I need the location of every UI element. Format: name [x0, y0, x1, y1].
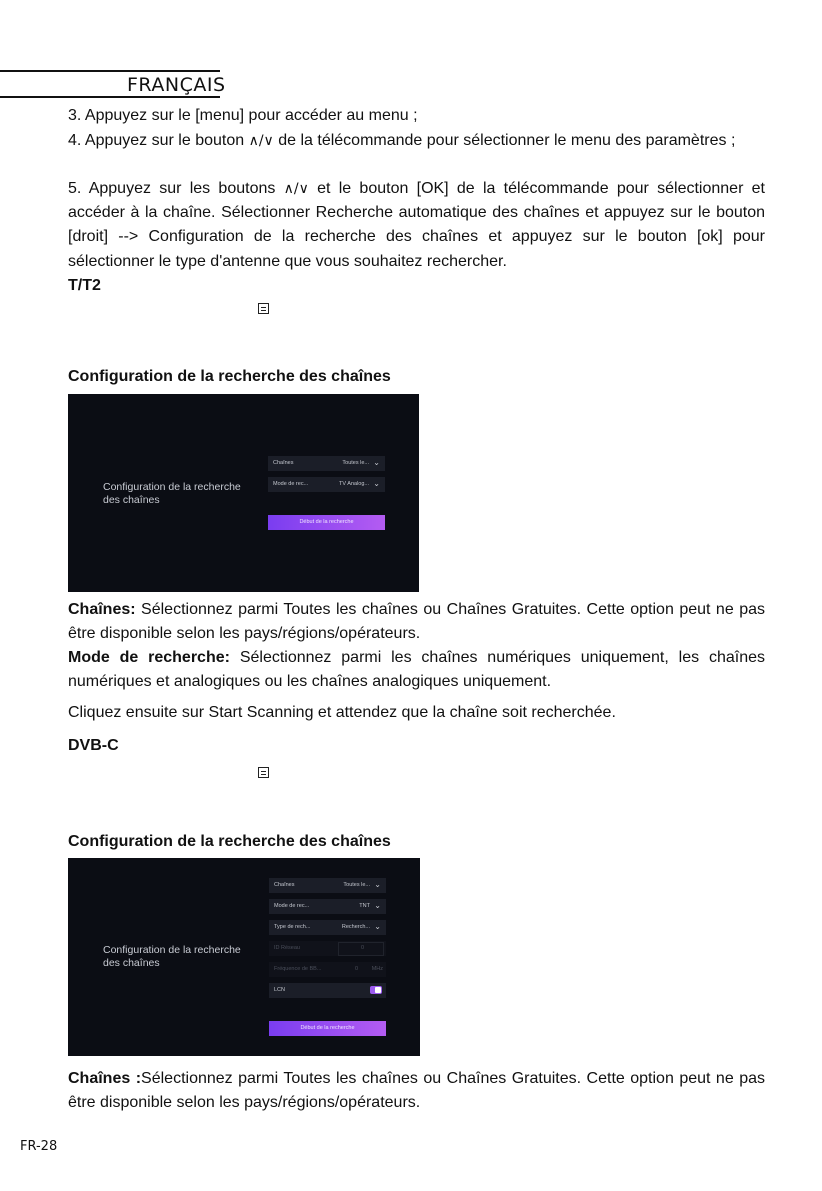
chevron-down-icon: ⌄ [373, 479, 380, 488]
desc-mode-t2: Mode de recherche: Sélectionnez parmi les chaînes numériques uniquement, les chaînes numériques et analogiques ou les chaînes analogiques uniquement. [68, 649, 766, 691]
chevron-down-icon: ⌄ [374, 922, 381, 931]
tv-screen-dvbc [68, 858, 420, 1056]
desc-chaines-dvbc: Chaînes :Sélectionnez parmi Toutes les chaînes ou Chaînes Gratuites. Cette option peut ne pas être disponible selon les pays/régions/opérateurs. [68, 1070, 765, 1112]
start-search-button[interactable]: Début de la recherche [268, 515, 385, 530]
section-title-t2: T/T2 [68, 277, 101, 294]
setting-row-chaines[interactable]: Chaînes Toutes le... ⌄ [269, 878, 386, 893]
language-title: FRANÇAIS [127, 74, 226, 96]
page-number: FR-28 [20, 1139, 58, 1154]
step-3: 3. Appuyez sur le [menu] pour accéder au menu ; [68, 107, 418, 124]
setting-row-mode[interactable]: Mode de rec... TV Analog... ⌄ [268, 477, 385, 492]
screen-label: Configuration de la recherche des chaînes [103, 481, 241, 506]
desc-chaines-t2: Chaînes: Sélectionnez parmi Toutes les chaînes ou Chaînes Gratuites. Cette option peut ne pas être disponible selon les pays/régions/opérateurs. [68, 601, 765, 643]
header-bottom-rule [0, 96, 220, 98]
chevron-down-icon: ⌄ [374, 880, 381, 889]
setting-row-mode[interactable]: Mode de rec... TNT ⌄ [269, 899, 386, 914]
chevron-down-icon: ⌄ [374, 901, 381, 910]
section-heading-t2: Configuration de la recherche des chaînes [68, 368, 391, 385]
menu-icon [258, 767, 269, 778]
setting-row-network-id: ID Réseau 0 [269, 941, 386, 956]
screen-label: Configuration de la recherche des chaînes [103, 944, 241, 969]
up-down-arrow-icon: ∧/∨ [248, 133, 274, 149]
menu-icon [258, 303, 269, 314]
section-title-dvbc: DVB-C [68, 737, 119, 754]
lcn-toggle[interactable] [370, 986, 382, 994]
start-search-button[interactable]: Début de la recherche [269, 1021, 386, 1036]
setting-row-lcn[interactable]: LCN [269, 983, 386, 998]
section-heading-dvbc: Configuration de la recherche des chaînes [68, 833, 391, 850]
header-top-rule [0, 70, 220, 72]
setting-row-type[interactable]: Type de rech... Recherch... ⌄ [269, 920, 386, 935]
chevron-down-icon: ⌄ [373, 458, 380, 467]
setting-row-frequency: Fréquence de BB... 0 MHz [269, 962, 386, 977]
desc-start-scanning: Cliquez ensuite sur Start Scanning et attendez que la chaîne soit recherchée. [68, 704, 616, 721]
setting-row-chaines[interactable]: Chaînes Toutes le... ⌄ [268, 456, 385, 471]
tv-screen-t2 [68, 394, 419, 592]
up-down-arrow-icon: ∧/∨ [283, 181, 309, 197]
step-5: 5. Appuyez sur les boutons ∧/∨ et le bouton [OK] de la télécommande pour sélectionner et accéder à la chaîne. Sélectionner Recherche automatique des chaînes et appuyez sur le bouton [droit] --> Configuration de la recherche des chaînes et appuyez sur le bouton [ok] pour sélectionner le type d'antenne que vous souhaitez rechercher. [68, 180, 766, 270]
step-4: 4. Appuyez sur le bouton ∧/∨ de la télécommande pour sélectionner le menu des paramètres ; [68, 132, 736, 149]
